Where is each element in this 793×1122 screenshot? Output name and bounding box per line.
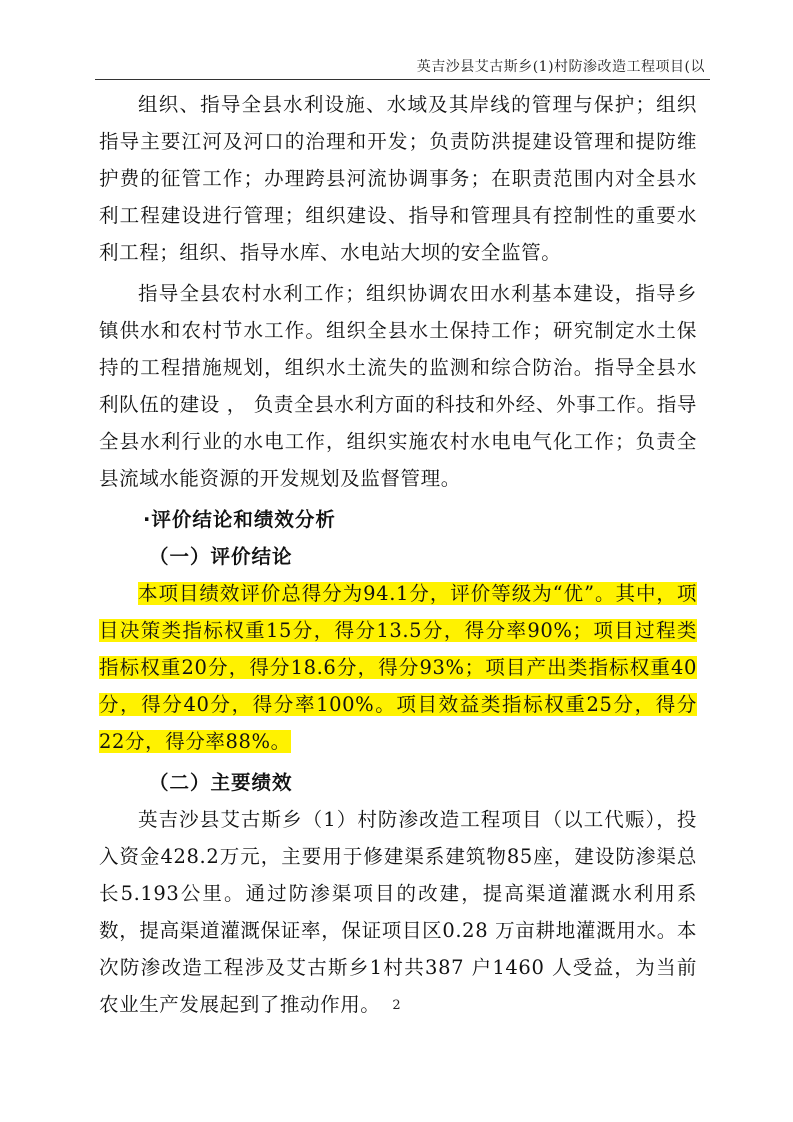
subsection-heading-conclusion: （一）评价结论 [149,545,293,568]
paragraph-responsibilities-2: 指导全县农村水利工作；组织协调农田水利基本建设，指导乡镇供水和农村节水工作。组织全县水土保持工作；研究制定水土保持的工程措施规划，组织水土流失的监测和综合防治。指导全县水利队伍的建设 ， 负责全县水利方面的科技和外经、外事工作。指导全县水利行业的水电工作，组织实施农村水电电气化工作；负责全县流域水能资源的开发规划及监督管理。 [99,282,697,490]
section-heading: ·评价结论和绩效分析 [143,508,336,531]
paragraph-performance: 英吉沙县艾古斯乡（1）村防渗改造工程项目（以工代赈），投入资金428.2万元，主要用于修建渠系建筑物85座，建设防渗渠总长5.193公里。通过防渗渠项目的改建，提高渠道灌溉水利用系数，提高渠道灌溉保证率，保证项目区0.28 万亩耕地灌溉用水。本次防渗改造工程涉及艾古斯乡1村共387 户1460 人受益，为当前农业生产发展起到了推动作用。 [99,808,697,1016]
header-divider [95,79,710,80]
subsection-heading-performance: （二）主要绩效 [149,771,293,794]
paragraph-conclusion [99,575,697,760]
paragraph-responsibilities-1: 组织、指导全县水利设施、水域及其岸线的管理与保护；组织指导主要江河及河口的治理和开发；负责防洪提建设管理和提防维护费的征管工作；办理跨县河流协调事务；在职责范围内对全县水利工程建设进行管理；组织建设、指导和管理具有控制性的重要水利工程；组织、指导水库、水电站大坝的安全监管。 [99,93,697,264]
page-number: 2 [392,998,401,1013]
page-header-title: 英吉沙县艾古斯乡(1)村防渗改造工程项目(以 [416,59,705,75]
highlighted-conclusion-text: 本项目绩效评价总得分为94.1分，评价等级为“优”。其中，项目决策类指标权重15分，得分13.5分，得分率90%；项目过程类指标权重20分，得分18.6分，得分93%；项目产出类指标权重40分，得分40分，得分率100%。项目效益类指标权重25分，得分22分，得分率88%。 [99,582,697,753]
document-body [99,86,697,1023]
